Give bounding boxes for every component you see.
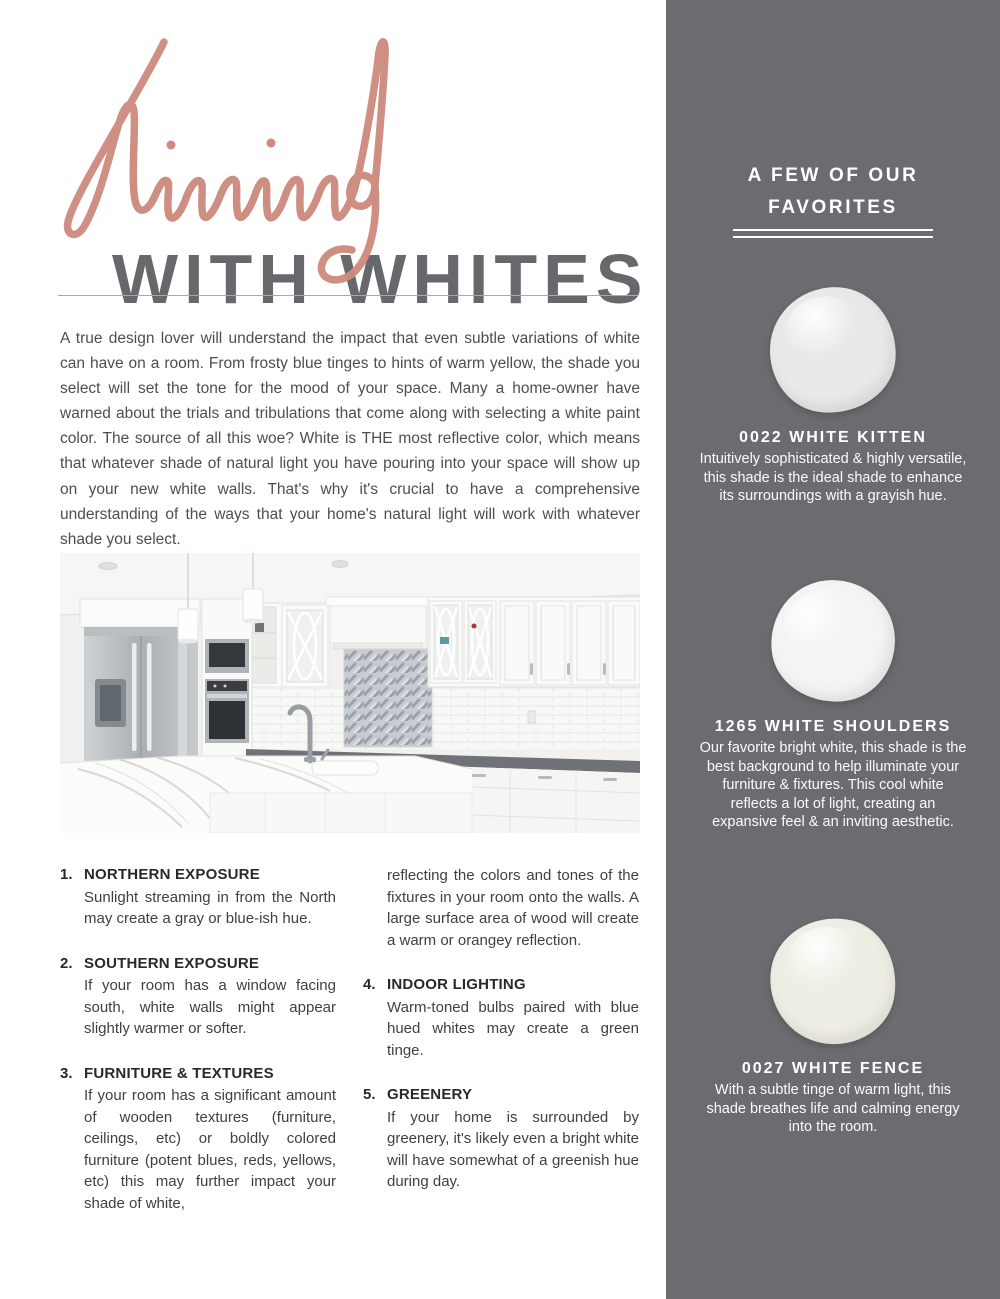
i-dot [167, 141, 176, 150]
list-item-southern-exposure [60, 953, 336, 1040]
list-item-northern-exposure [60, 864, 336, 930]
item-title: SOUTHERN EXPOSURE [84, 954, 260, 972]
tips-column-right [363, 864, 639, 1237]
herringbone-backsplash [344, 649, 432, 747]
list-item-furniture-textures-continued [363, 865, 639, 951]
subway-backsplash [246, 687, 640, 749]
item-body: If your room has a window facing south, white walls might appear slightly warmer or softer. [84, 977, 336, 1037]
refrigerator [84, 627, 198, 765]
paint-blob [761, 909, 905, 1053]
paint-swatch-white-fence [666, 918, 1000, 1137]
sink [312, 761, 378, 775]
script-word-text [0, 0, 1, 1]
list-item-indoor-lighting [363, 974, 639, 1061]
double-line-divider [733, 229, 933, 238]
paint-swatch-white-kitten [666, 287, 1000, 506]
item-number: 2. [60, 954, 73, 972]
item-title: INDOOR LIGHTING [387, 976, 526, 993]
recessed-light [332, 561, 348, 568]
wall-outlet [528, 711, 535, 723]
swatch-name: 0027 WHITE FENCE [741, 1060, 925, 1077]
kitchen-illustration [60, 553, 640, 833]
item-number: 1. [60, 866, 73, 883]
item-number: 4. [363, 976, 376, 993]
item-body: reflecting the colors and tones of the fixtures in your room onto the walls. A large surface area of wood will create a warm or orangey reflection. [387, 867, 639, 949]
swatch-name: 1265 WHITE SHOULDERS [714, 718, 952, 735]
range-hood [326, 597, 430, 606]
i-dot [267, 139, 276, 148]
swatch-description: Our favorite bright white, this shade is the best background to help illuminate your furniture & fixtures. This cool white reflects a lot of light, creating an expansive feel & an inviting aesthetic. [699, 740, 967, 830]
script-word-winning-graphic [52, 34, 472, 286]
item-body: If your home is surrounded by greenery, it's likely even a bright white will have somewhat of a greenish hue during day. [387, 1108, 639, 1190]
item-title: GREENERY [387, 1086, 473, 1103]
paint-swatch-white-shoulders [666, 580, 1000, 832]
item-title: FURNITURE & TEXTURES [84, 1064, 274, 1082]
sidebar-title: A FEW OF OUR FAVORITES [747, 165, 919, 218]
tips-column-left [60, 864, 336, 1237]
intro-paragraph: A true design lover will understand the impact that even subtle variations of white can have on a room. From frosty blue tinges to hints of warm yellow, the shade you select will set the tone for the mood of your space. Many a home-owner have warned about the trials and tribulations that come along with selecting a white paint color. The source of all this woe? White is THE most reflective color, which means that whatever shade of natural light you have pouring into your space will show up on your new white walls. That's why it's crucial to have a comprehensive understanding of the ways that your home's natural light will work with whatever shade you select. [60, 330, 640, 548]
swatch-description: Intuitively sophisticated & highly versatile, this shade is the ideal shade to enhance its surroundings with a grayish hue. [699, 451, 967, 504]
list-item-greenery [363, 1084, 639, 1193]
list-item-furniture-textures [60, 1063, 336, 1215]
recessed-light [99, 563, 117, 570]
item-body: Sunlight streaming in from the North may create a gray or blue-ish hue. [84, 888, 336, 927]
item-title: NORTHERN EXPOSURE [84, 866, 260, 883]
tips-list [60, 864, 640, 1237]
favorites-sidebar [666, 0, 1000, 1299]
paint-blob [766, 283, 900, 417]
item-body: If your room has a significant amount of wooden textures (furniture, ceilings, etc) or boldly colored furniture (potent blues, reds, yellows, etc) this may further impact your shade of white, [84, 1087, 336, 1212]
item-body: Warm-toned bulbs paired with blue hued whites may create a green tinge. [387, 998, 639, 1059]
page-title: WITH WHITES [112, 239, 649, 318]
swatch-description: With a subtle tinge of warm light, this shade breathes life and calming energy into the room. [706, 1082, 960, 1135]
item-number: 5. [363, 1086, 376, 1103]
item-number: 3. [60, 1064, 73, 1082]
paint-blob [765, 574, 901, 708]
swatch-name: 0022 WHITE KITTEN [739, 429, 927, 446]
kitchen-photo [60, 553, 640, 833]
header-divider [58, 295, 638, 296]
